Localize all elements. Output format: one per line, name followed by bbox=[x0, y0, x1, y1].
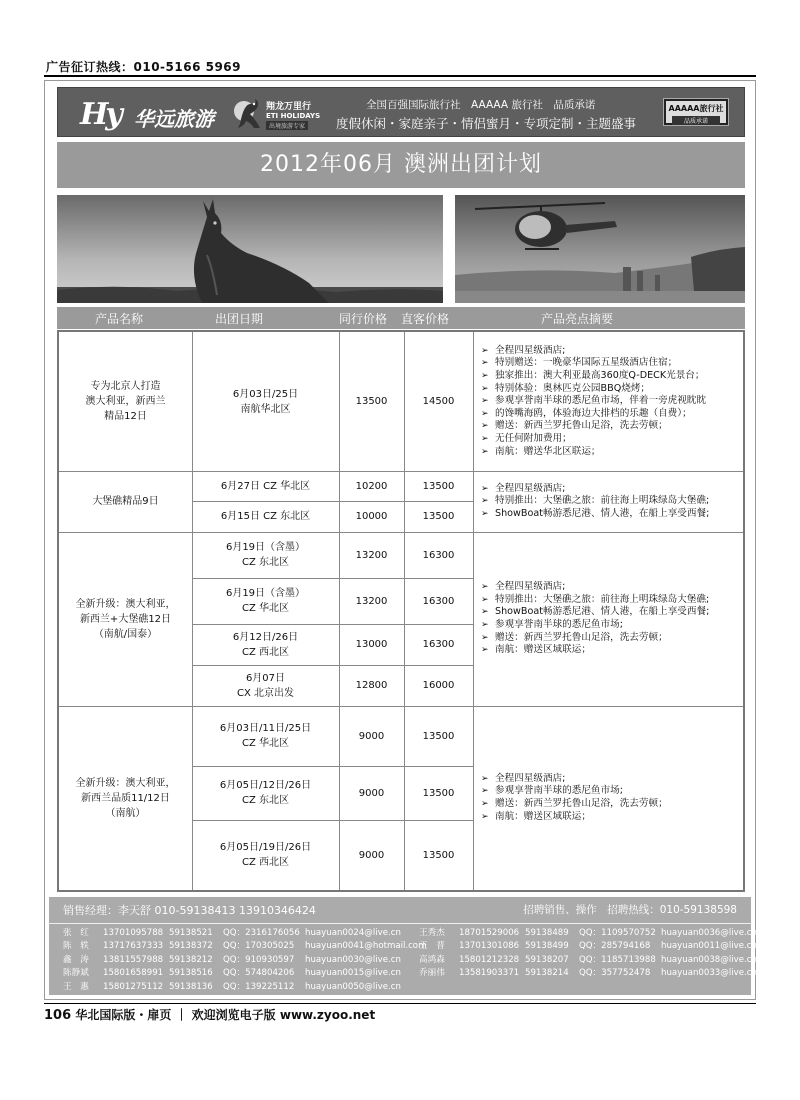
huayuan-logo-icon: Hy bbox=[80, 97, 120, 132]
product-name: 全新升级：澳大利亚， 新西兰品质11/12日 （南航） bbox=[75, 777, 176, 819]
contact-row bbox=[419, 927, 757, 940]
contact-mobile: 15801658991 bbox=[103, 968, 164, 979]
top-divider bbox=[44, 75, 756, 77]
highlight-item: ➢ 特别推出：大堡礁之旅：前往海上明珠绿岛大堡礁; bbox=[479, 495, 709, 508]
peer-price: 13500 bbox=[355, 396, 388, 407]
contact-mobile: 13811557988 bbox=[103, 954, 164, 965]
aaaaa-badge bbox=[664, 99, 728, 125]
contact-phone: 59138521 bbox=[169, 928, 213, 938]
contact-qq: QQ：357752478 bbox=[579, 968, 651, 979]
contact-name: 高鸿森 bbox=[419, 954, 445, 965]
direct-price: 16300 bbox=[422, 549, 455, 561]
kangaroo-icon bbox=[230, 94, 264, 132]
eti-tagline: 出境旅游专家 bbox=[266, 121, 308, 130]
highlight-item: ➢ ShowBoat畅游悉尼港、情人港，在船上享受西餐; bbox=[479, 508, 709, 521]
direct-price: 14500 bbox=[422, 396, 455, 407]
highlights-list bbox=[479, 345, 706, 458]
brand-banner bbox=[57, 87, 745, 137]
contact-email[interactable]: huayuan0033@live.cn bbox=[661, 968, 757, 979]
departure-date: 6月19日（含墨） CZ 华北区 bbox=[225, 588, 306, 614]
peer-price: 9000 bbox=[358, 849, 385, 861]
eti-english-name: ETI HOLIDAYS bbox=[266, 112, 321, 120]
direct-price: 13500 bbox=[422, 787, 455, 799]
departure-date: 6月15日 CZ 东北区 bbox=[220, 511, 311, 522]
contact-row bbox=[63, 981, 426, 994]
contact-mobile: 15801275112 bbox=[103, 981, 164, 992]
departure-date: 6月19日（含墨） CZ 东北区 bbox=[225, 542, 306, 568]
contact-qq: QQ：574804206 bbox=[223, 968, 295, 979]
contact-name: 王 晋 bbox=[419, 941, 445, 952]
page-footer bbox=[44, 1006, 375, 1023]
contact-name: 鑫 涛 bbox=[63, 954, 89, 965]
contact-email[interactable]: huayuan0041@hotmail.com bbox=[305, 941, 427, 952]
contact-row bbox=[419, 954, 757, 967]
departure-date: 6月07日 CX 北京出发 bbox=[236, 672, 294, 699]
highlight-item: ➢ 全程四星级酒店; bbox=[479, 773, 668, 786]
direct-price: 16000 bbox=[422, 680, 455, 691]
peer-price: 10000 bbox=[355, 511, 388, 522]
eti-chinese-name: 翔龙万里行 bbox=[266, 102, 312, 112]
highlight-item: ➢ 赠送：新西兰罗托鲁山足浴，洗去劳顿； bbox=[479, 632, 709, 645]
advertisement bbox=[44, 80, 756, 1000]
highlight-item: ➢ 参观享誉南半球的悉尼鱼市场; bbox=[479, 619, 709, 632]
contact-name: 张 红 bbox=[63, 928, 89, 938]
contact-phone: 59138212 bbox=[169, 954, 213, 965]
contact-row bbox=[63, 967, 426, 980]
contact-mobile: 13701095788 bbox=[103, 928, 164, 938]
highlight-item: ➢ 参观享誉南半球的悉尼鱼市场; bbox=[479, 785, 668, 798]
kangaroo-photo bbox=[57, 195, 443, 303]
direct-price: 13500 bbox=[422, 730, 455, 742]
direct-price: 13500 bbox=[422, 511, 455, 522]
contact-email[interactable]: huayuan0038@live.cn bbox=[661, 954, 757, 965]
highlight-item: ➢ 特别体验：奥林匹克公园BBQ烧烤； bbox=[479, 383, 706, 396]
peer-price: 10200 bbox=[355, 480, 388, 492]
peer-price: 9000 bbox=[358, 730, 385, 742]
contact-phone: 59138489 bbox=[525, 928, 569, 938]
col-direct-price: 直客价格 bbox=[401, 312, 450, 326]
contacts-right bbox=[419, 927, 757, 981]
publication-info: 华北国际版・扉页 ｜ 欢迎浏览电子版 www.zyoo.net bbox=[75, 1008, 376, 1022]
slogan-primary: 全国百强国际旅行社 AAAAA 旅行社 品质承诺 bbox=[366, 99, 596, 111]
contact-footer bbox=[49, 897, 757, 995]
contact-phone: 59138207 bbox=[525, 954, 569, 965]
contact-name: 陈静斌 bbox=[63, 968, 89, 979]
col-highlights: 产品亮点摘要 bbox=[541, 312, 614, 326]
contact-mobile: 15801212328 bbox=[459, 954, 520, 965]
contact-email[interactable]: huayuan0036@live.cn bbox=[661, 928, 757, 938]
contact-phone: 59138372 bbox=[169, 941, 213, 952]
contact-phone: 59138136 bbox=[169, 981, 213, 992]
direct-price: 16300 bbox=[422, 639, 455, 650]
contact-email[interactable]: huayuan0050@live.cn bbox=[305, 981, 401, 992]
bottom-divider bbox=[44, 1003, 756, 1004]
col-product: 产品名称 bbox=[95, 312, 144, 326]
eti-holidays-logo bbox=[230, 94, 330, 132]
helicopter-photo bbox=[455, 195, 745, 303]
brand-name: 华远旅游 bbox=[134, 107, 214, 131]
page-number: 106 bbox=[44, 1008, 72, 1023]
col-divider bbox=[473, 332, 474, 890]
highlights-list bbox=[479, 483, 709, 521]
contact-qq: QQ：285794168 bbox=[579, 941, 651, 952]
direct-price: 13500 bbox=[422, 849, 455, 861]
contact-qq: QQ：170305025 bbox=[223, 941, 295, 952]
peer-price: 13200 bbox=[355, 595, 388, 607]
contact-row bbox=[63, 927, 426, 940]
contact-row bbox=[419, 967, 757, 980]
highlight-item: ➢ 独家推出：澳大利亚最高360度Q-DECK光景台； bbox=[479, 370, 706, 383]
contact-row bbox=[419, 940, 757, 953]
contact-mobile: 18701529006 bbox=[459, 928, 520, 938]
highlight-item: ➢ 参观享誉南半球的悉尼鱼市场，伴着一旁虎视眈眈 bbox=[479, 395, 706, 408]
contact-qq: QQ：1109570752 bbox=[579, 928, 656, 938]
contact-row bbox=[63, 940, 426, 953]
departure-date: 6月03日/25日 南航华北区 bbox=[232, 388, 299, 415]
departure-date: 6月05日/12日/26日 CZ 东北区 bbox=[219, 780, 312, 806]
contact-email[interactable]: huayuan0011@live.cn bbox=[661, 941, 757, 952]
highlights-list bbox=[479, 581, 709, 657]
tour-table bbox=[57, 330, 745, 892]
contact-mobile: 13717637333 bbox=[103, 941, 164, 952]
highlight-item: ➢ 赠送：新西兰罗托鲁山足浴，洗去劳顿； bbox=[479, 420, 706, 433]
direct-price: 13500 bbox=[422, 480, 455, 492]
contact-qq: QQ：1185713988 bbox=[579, 954, 656, 965]
contact-row bbox=[63, 954, 426, 967]
peer-price: 13200 bbox=[355, 549, 388, 561]
highlight-item: ➢ 南航：赠送区域联运； bbox=[479, 811, 668, 824]
highlight-item: ➢ 无任何附加费用； bbox=[479, 433, 706, 446]
product-name: 专为北京人打造 澳大利亚，新西兰 精品12日 bbox=[85, 381, 166, 422]
contact-phone: 59138516 bbox=[169, 968, 213, 979]
slogan-secondary: 度假休闲・家庭亲子・情侣蜜月・专项定制・主题盛事 bbox=[336, 116, 637, 131]
highlight-item: ➢ 全程四星级酒店; bbox=[479, 345, 706, 358]
contact-qq: QQ：139225112 bbox=[223, 981, 295, 992]
departure-date: 6月05日/19日/26日 CZ 西北区 bbox=[219, 842, 312, 868]
ad-hotline: 广告征订热线：010-5166 5969 bbox=[46, 60, 242, 74]
aaaaa-badge-title: AAAAA旅行社 bbox=[668, 104, 724, 113]
col-date: 出团日期 bbox=[215, 312, 264, 326]
highlight-item: ➢ 特别推出：大堡礁之旅：前往海上明珠绿岛大堡礁; bbox=[479, 594, 709, 607]
contact-mobile: 13701301086 bbox=[459, 941, 520, 952]
departure-date: 6月27日 CZ 华北区 bbox=[220, 480, 311, 492]
contact-phone: 59138499 bbox=[525, 941, 569, 952]
contact-name: 乔丽伟 bbox=[419, 968, 445, 979]
contact-email[interactable]: huayuan0030@live.cn bbox=[305, 954, 401, 965]
peer-price: 9000 bbox=[358, 787, 385, 799]
contact-mobile: 13581903371 bbox=[459, 968, 520, 979]
sales-manager: 销售经理：李天舒 010-59138413 13910346424 bbox=[63, 904, 316, 917]
peer-price: 12800 bbox=[355, 680, 388, 691]
highlight-item: ➢ 全程四星级酒店; bbox=[479, 581, 709, 594]
highlight-item: ➢ 南航：赠送华北区联运； bbox=[479, 446, 706, 459]
product-name: 大堡礁精品9日 bbox=[92, 496, 159, 507]
col-peer-price: 同行价格 bbox=[339, 312, 388, 326]
recruitment-info: 招聘销售、操作 招聘热线：010-59138598 bbox=[523, 904, 737, 916]
contact-name: 王秀杰 bbox=[419, 928, 445, 938]
contact-phone: 59138214 bbox=[525, 968, 569, 979]
aaaaa-badge-sub: 品质承诺 bbox=[672, 116, 720, 125]
footer-divider bbox=[49, 923, 751, 924]
contacts-left bbox=[63, 927, 426, 994]
product-name: 全新升级：澳大利亚， 新西兰+大堡礁12日 （南航/国泰） bbox=[75, 598, 176, 640]
highlights-list bbox=[479, 773, 668, 823]
departure-date: 6月03日/11日/25日 CZ 华北区 bbox=[219, 723, 312, 749]
highlight-item: ➢ 特别赠送：一晚豪华国际五星级酒店住宿； bbox=[479, 357, 706, 370]
departure-date: 6月12日/26日 CZ 西北区 bbox=[232, 631, 299, 658]
contact-email[interactable]: huayuan0024@live.cn bbox=[305, 928, 401, 938]
contact-qq: QQ：910930597 bbox=[223, 954, 295, 965]
highlight-item: ➢ 的馋嘴海鸥，体验海边大排档的乐趣（自费）； bbox=[479, 408, 706, 421]
contact-email[interactable]: huayuan0015@live.cn bbox=[305, 968, 401, 979]
highlight-item: ➢ ShowBoat畅游悉尼港、情人港，在船上享受西餐; bbox=[479, 606, 709, 619]
direct-price: 16300 bbox=[422, 595, 455, 607]
peer-price: 13000 bbox=[355, 639, 388, 650]
page-title: 2012年06月 澳洲出团计划 bbox=[57, 142, 745, 188]
contact-qq: QQ：2316176056 bbox=[223, 928, 300, 938]
contact-name: 陈 轶 bbox=[63, 941, 89, 952]
highlight-item: ➢ 赠送：新西兰罗托鲁山足浴，洗去劳顿； bbox=[479, 798, 668, 811]
highlight-item: ➢ 南航：赠送区域联运； bbox=[479, 644, 709, 657]
highlight-item: ➢ 全程四星级酒店; bbox=[479, 483, 709, 496]
contact-name: 王 惠 bbox=[63, 981, 89, 992]
table-header bbox=[57, 307, 745, 329]
